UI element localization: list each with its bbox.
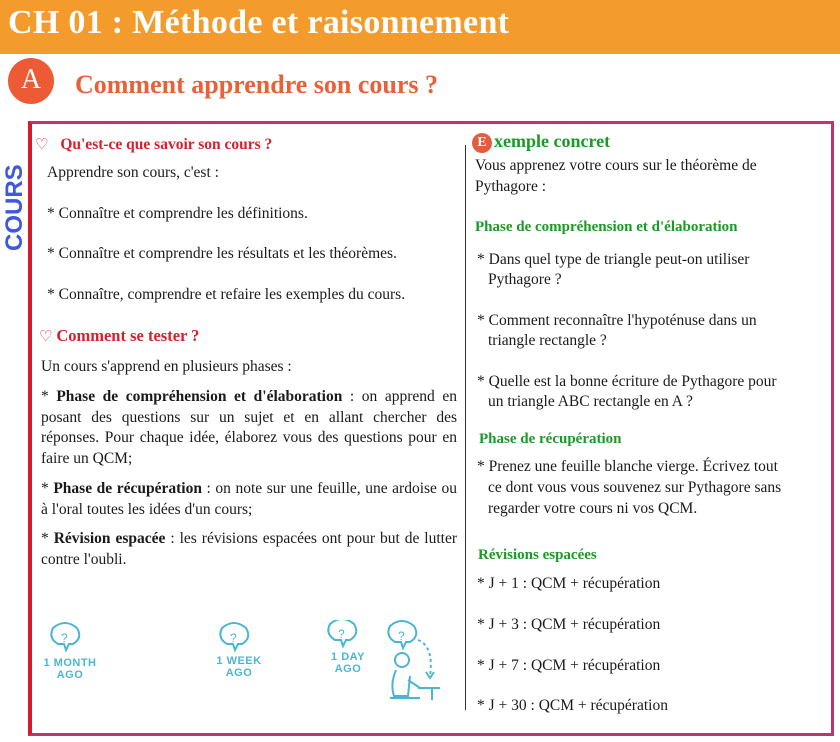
revision-item: * J + 7 : QCM + récupération: [477, 657, 661, 674]
timeline-label: 1 WEEK AGO: [216, 655, 262, 679]
phase-heading: Phase de récupération: [479, 431, 622, 447]
phase-comprehension-paragraph: * Phase de compréhension et d'élaboration : on apprend en posant des questions sur un sujet et en allant chercher des réponses. Pour chaque idée, élaborez vous des questions pour en faire un QCM;: [41, 388, 458, 467]
side-label-cours: COURS: [1, 164, 28, 251]
list-item: * Connaître et comprendre les résultats et les théorèmes.: [47, 245, 397, 262]
phase-heading: Révisions espacées: [478, 547, 597, 563]
thought-bubble-icon: [328, 620, 356, 646]
svg-text:?: ?: [398, 629, 405, 643]
heading-savoir: ♡ Qu'est-ce que savoir son cours ?: [35, 136, 273, 153]
phases-intro: Un cours s'apprend en plusieurs phases :: [41, 358, 292, 375]
phase-label: Phase de compréhension et d'élaboration: [56, 388, 343, 405]
thought-bubble-icon: [51, 623, 79, 650]
revision-item: * J + 30 : QCM + récupération: [477, 697, 668, 714]
section-title: Comment apprendre son cours ?: [75, 70, 439, 99]
example-intro: Pythagore :: [475, 178, 547, 195]
revision-item: * J + 3 : QCM + récupération: [477, 616, 661, 633]
question-item: Pythagore ?: [488, 271, 562, 288]
thought-bubble-icon: [220, 623, 248, 650]
chapter-banner: [0, 0, 840, 54]
recuperation-text: * Prenez une feuille blanche vierge. Écrivez tout: [477, 458, 778, 475]
list-item: * Connaître et comprendre les définitions.: [47, 205, 308, 222]
example-intro: Vous apprenez votre cours sur le théorème de: [475, 157, 757, 174]
timeline-label: 1 DAY AGO: [331, 651, 365, 675]
recuperation-text: regarder votre cours ni vos QCM.: [488, 500, 698, 517]
phase-heading: Phase de compréhension et d'élaboration: [475, 219, 738, 235]
example-title: xemple concret: [494, 131, 611, 151]
phase-label: Révision espacée: [53, 530, 166, 547]
svg-text:?: ?: [230, 631, 237, 645]
question-item: triangle rectangle ?: [488, 332, 607, 349]
list-item: * Connaître, comprendre et refaire les exemples du cours.: [47, 286, 406, 303]
svg-text:?: ?: [338, 627, 345, 641]
question-item: * Dans quel type de triangle peut-on utiliser: [477, 251, 750, 268]
recuperation-text: ce dont vous vous souvenez sur Pythagore sans: [488, 479, 782, 496]
heart-icon: ♡: [35, 137, 49, 153]
chapter-title: CH 01 : Méthode et raisonnement: [8, 4, 510, 41]
heart-icon: ♡: [39, 329, 53, 345]
question-item: * Quelle est la bonne écriture de Pythagore pour: [477, 373, 777, 390]
heading-tester: ♡ Comment se tester ?: [39, 326, 200, 345]
revision-item: * J + 1 : QCM + récupération: [477, 575, 661, 592]
phase-recuperation-paragraph: * Phase de récupération : on note sur une feuille, une ardoise ou à l'oral toutes les idées d'un cours;: [41, 480, 458, 518]
student-thinking-icon: [388, 621, 440, 700]
column-divider: [465, 145, 466, 710]
question-item: * Comment reconnaître l'hypoténuse dans un: [477, 312, 757, 329]
timeline-label: 1 MONTH AGO: [43, 657, 97, 681]
section-letter-badge: A: [8, 58, 54, 104]
question-item: un triangle ABC rectangle en A ?: [488, 393, 693, 410]
phase-label: Phase de récupération: [53, 480, 202, 497]
svg-text:?: ?: [61, 631, 68, 645]
example-badge: E: [472, 133, 492, 153]
phase-revision-paragraph: * Révision espacée : les révisions espacées ont pour but de lutter contre l'oubli.: [41, 530, 458, 568]
intro-text: Apprendre son cours, c'est :: [47, 164, 219, 181]
